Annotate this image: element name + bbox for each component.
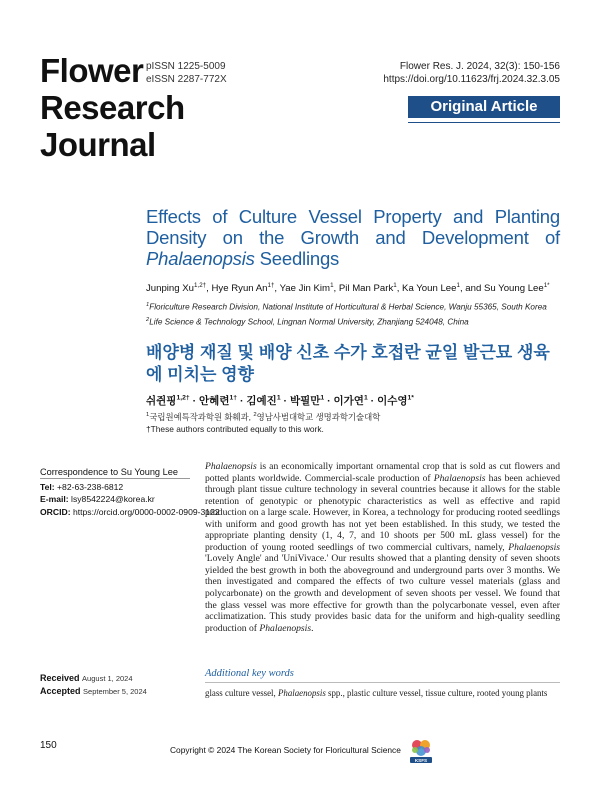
correspondence-divider xyxy=(40,478,190,479)
received-line xyxy=(40,672,147,685)
orcid-label: ORCID: xyxy=(40,506,71,517)
dates-block xyxy=(40,672,147,698)
abstract-italic-4: Phalaenopsis xyxy=(259,622,312,634)
tel-line xyxy=(40,481,200,494)
affiliation-1: $^1$Floriculture Research Division, National Institute of Horticultural & Herbal Science, Wanju 55365, South Korea xyxy=(146,302,547,312)
eissn: eISSN 2287-772X xyxy=(146,74,227,85)
issn-block xyxy=(146,60,227,86)
abstract-italic-3: Phalaenopsis xyxy=(508,541,560,553)
title-italic: Phalaenopsis xyxy=(146,248,255,269)
accepted-label: Accepted xyxy=(40,686,81,696)
abstract-text-2: has been achieved through plant tissue culture technology in several countries because it allows for the stable retention of genotypic or phenotypic characteristics as well as effective and rapid production on a large scale. However, in Korea, a technology for producing rooted seedlings with uniform and good growth has not yet been established. In this study, we tested the appropriate planting density (1, 4, 7, and 10 shoots per 500 mL glass vessel) for the production of young rooted seedlings of two commercial cultivars, namely, xyxy=(205,472,561,553)
keywords-part-1: glass culture vessel, xyxy=(205,688,278,698)
journal-logo-line-3: Journal xyxy=(40,126,156,163)
orcid-line xyxy=(40,506,220,519)
journal-logo-line-1: Flower xyxy=(40,52,144,89)
article-title xyxy=(146,206,560,269)
affiliations xyxy=(146,299,560,328)
correspondence-heading: Correspondence to Su Young Lee xyxy=(40,467,178,477)
journal-logo xyxy=(40,52,185,163)
orcid-link[interactable]: https://orcid.org/0000-0002-0909-3122 xyxy=(72,506,220,517)
korean-affiliation: $^1$국립원예특작과학원 화훼과, $^2$영남사범대학교 생명과학기술대학 xyxy=(146,411,381,422)
korean-affiliation-block xyxy=(146,409,380,435)
page-number: 150 xyxy=(40,740,57,751)
article-type-banner: Original Article xyxy=(408,96,560,118)
society-logo-text: KSFS xyxy=(414,757,428,763)
society-logo-icon xyxy=(408,736,434,764)
tel-value: +82-63-238-6812 xyxy=(57,481,124,492)
title-lead: Effects of Culture Vessel Property and Planting Density on the Growth and Development of xyxy=(146,206,560,248)
received-label: Received xyxy=(40,673,80,683)
affiliation-2: $^2$Life Science & Technology School, Lingnan Normal University, Zhanjiang 524048, China xyxy=(146,316,469,327)
author-list: Junping $Xu^{1,2\dagger}$, Hye Ryun $An^{1\dagger}$, Yae Jin Kim$^1$, Pil Man Park$^1$, Ka Youn Lee$^1$, and Su Young Lee$^{1*}$ xyxy=(146,282,550,295)
equal-contribution-note: †These authors contributed equally to this work. xyxy=(146,423,324,434)
banner-divider xyxy=(408,122,560,123)
abstract-text-3: 'Lovely Angle' and 'UniVivace.' Our results showed that a planting density of seven shoots yielded the best growth in both the aboveground and underground parts over 3 months. We then investigated and compared the effects of two culture vessel materials (glass and polycarbonate) on the growth and development of seven shoots per vessel. We found that the glass vessel was more effective for growth than the polycarbonate vessel, even after acclimatization. This study provides basic data for the uniform and high-quality seedling production of xyxy=(205,553,560,634)
abstract-text-1: is an economically important ornamental crop that is sold as cut flowers and potted plants worldwide. Commercial-scale production of xyxy=(205,461,560,484)
received-date: August 1, 2024 xyxy=(82,674,133,683)
email-line xyxy=(40,493,200,506)
abstract-italic-2: Phalaenopsis xyxy=(433,472,486,484)
abstract-italic-1: Phalaenopsis xyxy=(205,461,257,472)
abstract-text-4: . xyxy=(311,622,314,634)
keywords-italic: Phalaenopsis xyxy=(277,688,326,698)
korean-title: 배양병 재질 및 배양 신초 수가 호접란 균일 발근묘 생육에 미치는 영향 xyxy=(146,343,550,384)
journal-logo-line-2: Research xyxy=(40,89,185,126)
email-label: E-mail: xyxy=(40,494,69,504)
accepted-date: September 5, 2024 xyxy=(83,687,147,696)
email-link[interactable]: lsy8542224@korea.kr xyxy=(71,494,155,504)
abstract xyxy=(205,461,560,634)
keywords xyxy=(205,688,565,698)
tel-label: Tel: xyxy=(40,481,55,492)
doi-link[interactable]: https://doi.org/10.11623/frj.2024.32.3.05 xyxy=(383,74,560,85)
pissn: pISSN 1225-5009 xyxy=(146,61,226,72)
citation-block xyxy=(383,60,560,86)
title-tail: Seedlings xyxy=(254,248,340,269)
copyright: Copyright © 2024 The Korean Society for Floricultural Science xyxy=(170,745,401,755)
keywords-heading: Additional key words xyxy=(205,668,294,679)
keywords-part-2: spp., plastic culture vessel, tissue culture, rooted young plants xyxy=(325,688,548,698)
keywords-divider xyxy=(205,682,560,683)
korean-author-list: 쉬쥔핑$^{1,2\dagger}$ · 안혜련$^{1\dagger}$ · 김예진$^1$ · 박필만$^1$ · 이가연$^1$ · 이수영$^{1*}$ xyxy=(146,394,414,407)
citation: Flower Res. J. 2024, 32(3): 150-156 xyxy=(399,61,560,72)
accepted-line xyxy=(40,685,147,698)
correspondence-block xyxy=(40,466,220,518)
